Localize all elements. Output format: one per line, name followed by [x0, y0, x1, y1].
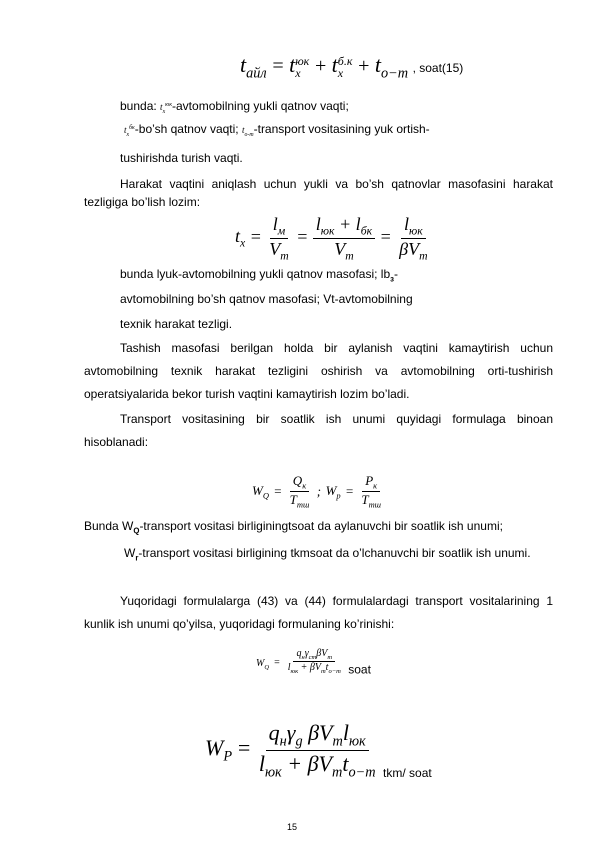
definition-line-1: bunda: $t_х^{юк}$-avtomobilning yukli qatnov vaqti;: [120, 99, 349, 115]
definition-l-line-1: bunda lyuk-avtomobilning yukli qatnov masofasi; $lb_з-$: [120, 267, 399, 284]
definition-wq: Bunda $W_Q$-transport vositasi birliginingtsoat da aylanuvchi bir soatlik ish unumi;: [84, 519, 503, 536]
definition-l-line-2: avtomobilning bo’sh qatnov masofasi; Vt-avtomobilning: [120, 292, 413, 306]
formula-15-label: , soat(15): [412, 61, 464, 75]
definition-line-3: tushirishda turish vaqti.: [120, 151, 243, 165]
definition-l-line-3: texnik harakat tezligi.: [120, 317, 233, 331]
formula-tx: $t_х$ = $\frac{l_м}{V_т}$ = $\frac{l_{юк} + l_{бк}}{V_т}$ = $\frac{l_{юк}}{\beta V_т}$: [235, 214, 428, 263]
paragraph-yuqori: Yuqoridagi formulalarga (43) va (44) formulalardagi transport vositalarining 1 kunlik ish unumi qo’yilsa, yuqoridagi formulaning ko’rinishi:: [84, 594, 553, 631]
formula-wp-full: $W_P$ = $\frac{q_н\gamma_g \beta V_тl_{юк}}{l_{юк} + \beta V_тt_{о-т}}$ $_{tkm/ soat}$: [205, 720, 432, 781]
paragraph-tashish: Tashish masofasi berilgan holda bir aylanish vaqtini kamaytirish uchun avtomobilning texnik harakat tezligini oshirish va avtomobilning orti-tushirish operatsiyalarida bekor turish vaqtini kamaytirish lozim bo’ladi.: [84, 341, 553, 401]
paragraph-wr: $W_r$-transport vositasi birligining tkmsoat da o’lchanuvchi bir soatlik ish unumi.: [124, 546, 531, 563]
paragraph-harakat: Harakat vaqtini aniqlash uchun yukli va bo’sh qatnovlar masofasini harakat tezligiga bo’lish lozim:: [84, 177, 553, 209]
formula-wq-wp: $W_Q$ = $\frac{Q_к}{T_{тш}}$ ; $W_р$ = $\frac{P_к}{T_{тш}}$: [252, 473, 382, 510]
paragraph-transport: Transport vositasining bir soatlik ish unumi quyidagi formulaga binoan hisoblanadi:: [84, 412, 553, 449]
definition-line-2: $t_х^{бк}-bo’sh$ qatnov vaqti; $t_{о-т}$-transport vositasining yuk ortish-: [124, 122, 430, 138]
formula-15: $t_{айл} = t$ юк х + t б.к х + $t_{о-т}$ , soat(15): [240, 52, 464, 82]
formula-wq-full: $W_Q$ = $\frac{q_н\gamma_{ст}\beta V_т}{l_{юк} + \beta V_тt_{о-т}}$ $_{soat}$: [256, 648, 371, 677]
page-number: 15: [287, 822, 298, 832]
